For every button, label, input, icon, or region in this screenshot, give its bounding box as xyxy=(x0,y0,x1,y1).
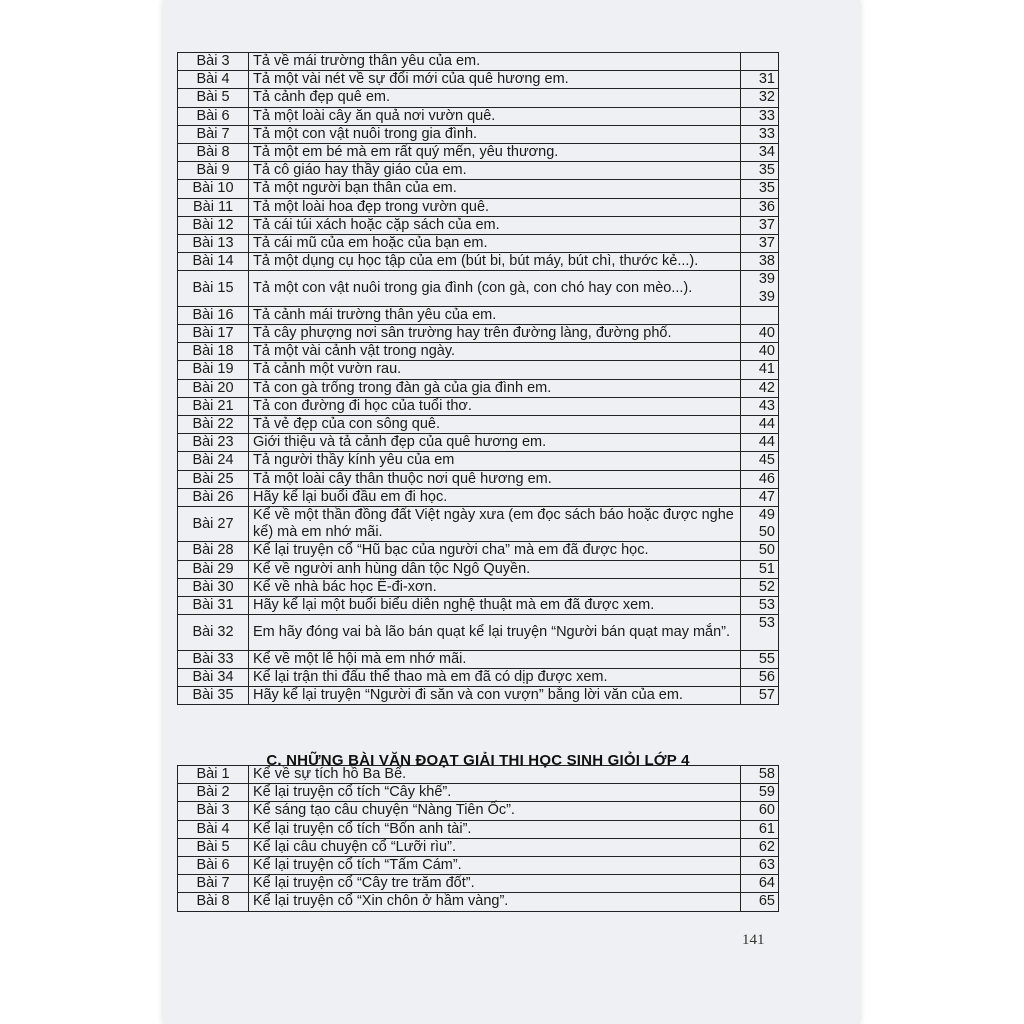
page-ref xyxy=(741,379,779,397)
toc-row xyxy=(178,820,779,838)
page-ref-value: 31 xyxy=(758,71,775,88)
page-ref-value: 47 xyxy=(758,488,775,505)
page-ref-value: 39 xyxy=(758,288,775,305)
lesson-title: Tả cảnh mái trường thân yêu của em. xyxy=(249,306,741,324)
lesson-number: Bài 30 xyxy=(178,578,249,596)
page-ref-value: 37 xyxy=(758,235,775,252)
lesson-title: Tả một vài nét về sự đổi mới của quê hương em. xyxy=(249,71,741,89)
page-ref-value: 33 xyxy=(758,107,775,124)
toc-row xyxy=(178,125,779,143)
page-ref xyxy=(741,597,779,615)
lesson-title: Tả một vài cảnh vật trong ngày. xyxy=(249,343,741,361)
lesson-number: Bài 20 xyxy=(178,379,249,397)
lesson-title: Tả về mái trường thân yêu của em. xyxy=(249,53,741,71)
page-ref-value: 58 xyxy=(758,766,775,782)
lesson-number: Bài 9 xyxy=(178,162,249,180)
page-ref-value: 62 xyxy=(758,838,775,855)
page-ref-value: 60 xyxy=(758,802,775,819)
toc-row xyxy=(178,180,779,198)
page-ref xyxy=(741,416,779,434)
page-ref xyxy=(741,434,779,452)
lesson-number: Bài 2 xyxy=(178,784,249,802)
toc-table-c xyxy=(177,765,779,912)
page-ref xyxy=(741,107,779,125)
page-ref-value: 36 xyxy=(758,198,775,215)
page-ref-value: 44 xyxy=(758,434,775,451)
lesson-title: Hãy kể lại truyện “Người đi săn và con vượn” bằng lời văn của em. xyxy=(249,687,741,705)
lesson-number: Bài 6 xyxy=(178,857,249,875)
toc-row xyxy=(178,235,779,253)
toc-row xyxy=(178,271,779,306)
toc-row xyxy=(178,198,779,216)
page-ref xyxy=(741,253,779,271)
lesson-title: Tả một em bé mà em rất quý mến, yêu thương. xyxy=(249,144,741,162)
lesson-title: Tả cái mũ của em hoặc của bạn em. xyxy=(249,235,741,253)
page-ref-value xyxy=(745,53,775,70)
lesson-number: Bài 8 xyxy=(178,144,249,162)
toc-row xyxy=(178,802,779,820)
page-ref xyxy=(741,560,779,578)
toc-row xyxy=(178,507,779,542)
lesson-title: Tả một người bạn thân của em. xyxy=(249,180,741,198)
page-ref xyxy=(741,452,779,470)
lesson-number: Bài 28 xyxy=(178,542,249,560)
lesson-title: Tả một loài cây ăn quả nơi vườn quê. xyxy=(249,107,741,125)
lesson-title: Kể lại truyện cổ “Cây tre trăm đốt”. xyxy=(249,875,741,893)
page-ref xyxy=(741,668,779,686)
toc-row xyxy=(178,361,779,379)
page-ref xyxy=(741,343,779,361)
page-ref xyxy=(741,857,779,875)
toc-row xyxy=(178,560,779,578)
page-number: 141 xyxy=(742,932,765,948)
page-ref xyxy=(741,361,779,379)
page-ref-value: 35 xyxy=(758,180,775,197)
toc-row xyxy=(178,162,779,180)
lesson-number: Bài 12 xyxy=(178,216,249,234)
page-ref-value: 63 xyxy=(758,857,775,874)
lesson-title: Kể lại truyện cổ tích “Cây khế”. xyxy=(249,784,741,802)
lesson-title: Tả con đường đi học của tuổi thơ. xyxy=(249,397,741,415)
lesson-number: Bài 26 xyxy=(178,488,249,506)
page-ref xyxy=(741,542,779,560)
toc-row xyxy=(178,397,779,415)
toc-row xyxy=(178,875,779,893)
page-ref-value: 43 xyxy=(758,397,775,414)
lesson-number: Bài 19 xyxy=(178,361,249,379)
lesson-number: Bài 1 xyxy=(178,766,249,784)
toc-table-b xyxy=(177,52,779,705)
toc-row xyxy=(178,893,779,911)
lesson-number: Bài 17 xyxy=(178,325,249,343)
lesson-number: Bài 25 xyxy=(178,470,249,488)
lesson-title: Tả một loài cây thân thuộc nơi quê hương em. xyxy=(249,470,741,488)
page-ref xyxy=(741,271,779,306)
toc-row xyxy=(178,325,779,343)
page-ref-value: 64 xyxy=(758,875,775,892)
lesson-title: Em hãy đóng vai bà lão bán quạt kể lại truyện “Người bán quạt may mắn”. xyxy=(249,615,741,650)
page-ref xyxy=(741,71,779,89)
page-ref-value: 35 xyxy=(758,162,775,179)
page-ref xyxy=(741,306,779,324)
lesson-title: Giới thiệu và tả cảnh đẹp của quê hương em. xyxy=(249,434,741,452)
lesson-number: Bài 7 xyxy=(178,875,249,893)
page-ref-value: 40 xyxy=(758,325,775,342)
toc-row xyxy=(178,857,779,875)
page-ref-value: 42 xyxy=(758,379,775,396)
lesson-title: Tả một dụng cụ học tập của em (bút bi, bút máy, bút chì, thước kẻ...). xyxy=(249,253,741,271)
lesson-number: Bài 29 xyxy=(178,560,249,578)
page-ref xyxy=(741,615,779,650)
toc-row xyxy=(178,687,779,705)
lesson-title: Tả con gà trống trong đàn gà của gia đình em. xyxy=(249,379,741,397)
lesson-title: Tả vẻ đẹp của con sông quê. xyxy=(249,416,741,434)
toc-row xyxy=(178,343,779,361)
toc-row xyxy=(178,89,779,107)
toc-row xyxy=(178,615,779,650)
page-ref xyxy=(741,650,779,668)
page-ref-value: 46 xyxy=(758,470,775,487)
page-ref-value: 65 xyxy=(758,893,775,910)
page-ref xyxy=(741,144,779,162)
lesson-title: Tả một loài hoa đẹp trong vườn quê. xyxy=(249,198,741,216)
toc-row xyxy=(178,416,779,434)
lesson-title: Tả cảnh đẹp quê em. xyxy=(249,89,741,107)
lesson-title: Kể về một thần đồng đất Việt ngày xưa (em đọc sách báo hoặc được nghe kể) mà em nhớ mãi. xyxy=(249,507,741,542)
page-ref-value: 53 xyxy=(758,597,775,614)
page-ref xyxy=(741,325,779,343)
toc-row xyxy=(178,379,779,397)
page-ref-value: 59 xyxy=(758,784,775,801)
lesson-number: Bài 3 xyxy=(178,802,249,820)
lesson-number: Bài 31 xyxy=(178,597,249,615)
page-ref-value: 50 xyxy=(758,524,775,541)
lesson-number: Bài 5 xyxy=(178,838,249,856)
lesson-title: Kể lại truyện cổ “Xin chôn ở hầm vàng”. xyxy=(249,893,741,911)
page-ref-value: 56 xyxy=(758,668,775,685)
lesson-title: Hãy kể lại buổi đầu em đi học. xyxy=(249,488,741,506)
toc-row xyxy=(178,253,779,271)
lesson-title: Kể về sự tích hồ Ba Bể. xyxy=(249,766,741,784)
page-ref xyxy=(741,488,779,506)
page-ref xyxy=(741,687,779,705)
toc-row xyxy=(178,306,779,324)
page-ref-value: 49 xyxy=(758,507,775,524)
lesson-title: Tả cảnh một vườn rau. xyxy=(249,361,741,379)
toc-row xyxy=(178,53,779,71)
toc-row xyxy=(178,434,779,452)
lesson-title: Tả người thầy kính yêu của em xyxy=(249,452,741,470)
toc-row xyxy=(178,650,779,668)
page-ref xyxy=(741,875,779,893)
page-ref xyxy=(741,893,779,911)
lesson-number: Bài 21 xyxy=(178,397,249,415)
toc-row xyxy=(178,542,779,560)
lesson-number: Bài 22 xyxy=(178,416,249,434)
lesson-title: Tả cây phượng nơi sân trường hay trên đường làng, đường phố. xyxy=(249,325,741,343)
page-ref xyxy=(741,766,779,784)
lesson-number: Bài 24 xyxy=(178,452,249,470)
toc-row xyxy=(178,578,779,596)
lesson-title: Kể về người anh hùng dân tộc Ngô Quyền. xyxy=(249,560,741,578)
lesson-title: Kể lại truyện cổ tích “Bốn anh tài”. xyxy=(249,820,741,838)
page-ref-value: 55 xyxy=(758,650,775,667)
page-ref xyxy=(741,820,779,838)
page-ref-value: 44 xyxy=(758,416,775,433)
lesson-title: Tả một con vật nuôi trong gia đình. xyxy=(249,125,741,143)
page-ref-value: 40 xyxy=(758,343,775,360)
lesson-number: Bài 35 xyxy=(178,687,249,705)
toc-row xyxy=(178,452,779,470)
lesson-title: Kể về nhà bác học Ê-đi-xơn. xyxy=(249,578,741,596)
page-ref-value: 33 xyxy=(758,125,775,142)
page-ref-value: 61 xyxy=(758,820,775,837)
page-ref xyxy=(741,125,779,143)
page-ref-value: 38 xyxy=(758,253,775,270)
lesson-number: Bài 18 xyxy=(178,343,249,361)
lesson-title: Hãy kể lại một buổi biểu diễn nghệ thuật mà em đã được xem. xyxy=(249,597,741,615)
page-ref-value: 37 xyxy=(758,216,775,233)
page-ref-value: 52 xyxy=(758,578,775,595)
lesson-title: Kể sáng tạo câu chuyện “Nàng Tiên Ốc”. xyxy=(249,802,741,820)
page-ref-value: 41 xyxy=(758,361,775,378)
lesson-number: Bài 8 xyxy=(178,893,249,911)
lesson-number: Bài 4 xyxy=(178,71,249,89)
page-ref xyxy=(741,53,779,71)
toc-row xyxy=(178,668,779,686)
page-ref xyxy=(741,838,779,856)
lesson-title: Kể lại truyện cổ “Hũ bạc của người cha” mà em đã được học. xyxy=(249,542,741,560)
lesson-number: Bài 14 xyxy=(178,253,249,271)
lesson-number: Bài 5 xyxy=(178,89,249,107)
lesson-number: Bài 33 xyxy=(178,650,249,668)
page-ref-value: 32 xyxy=(758,89,775,106)
lesson-number: Bài 23 xyxy=(178,434,249,452)
page-ref-value: 57 xyxy=(758,687,775,704)
page-ref xyxy=(741,802,779,820)
page-ref-value: 53 xyxy=(758,615,775,632)
toc-row xyxy=(178,216,779,234)
lesson-number: Bài 10 xyxy=(178,180,249,198)
page-ref xyxy=(741,216,779,234)
toc-row xyxy=(178,470,779,488)
lesson-title: Tả một con vật nuôi trong gia đình (con gà, con chó hay con mèo...). xyxy=(249,271,741,306)
page-ref xyxy=(741,507,779,542)
lesson-number: Bài 7 xyxy=(178,125,249,143)
lesson-number: Bài 27 xyxy=(178,507,249,542)
lesson-number: Bài 34 xyxy=(178,668,249,686)
lesson-number: Bài 16 xyxy=(178,306,249,324)
lesson-number: Bài 13 xyxy=(178,235,249,253)
lesson-number: Bài 4 xyxy=(178,820,249,838)
toc-row xyxy=(178,107,779,125)
lesson-title: Kể lại trận thi đấu thể thao mà em đã có dịp được xem. xyxy=(249,668,741,686)
toc-row xyxy=(178,766,779,784)
lesson-number: Bài 11 xyxy=(178,198,249,216)
lesson-number: Bài 32 xyxy=(178,615,249,650)
lesson-title: Tả cô giáo hay thầy giáo của em. xyxy=(249,162,741,180)
lesson-title: Tả cái túi xách hoặc cặp sách của em. xyxy=(249,216,741,234)
page-ref-value xyxy=(745,307,775,324)
lesson-number: Bài 15 xyxy=(178,271,249,306)
page-ref xyxy=(741,578,779,596)
toc-row xyxy=(178,784,779,802)
page-ref-value: 34 xyxy=(758,144,775,161)
toc-row xyxy=(178,597,779,615)
page-ref xyxy=(741,89,779,107)
page-ref xyxy=(741,784,779,802)
toc-row xyxy=(178,144,779,162)
page-ref xyxy=(741,162,779,180)
toc-row xyxy=(178,71,779,89)
page-ref xyxy=(741,235,779,253)
page-ref-value: 39 xyxy=(758,271,775,288)
lesson-title: Kể lại truyện cổ tích “Tấm Cám”. xyxy=(249,857,741,875)
toc-row xyxy=(178,488,779,506)
page-ref xyxy=(741,198,779,216)
page-ref xyxy=(741,180,779,198)
toc-row xyxy=(178,838,779,856)
lesson-number: Bài 6 xyxy=(178,107,249,125)
page-ref-value: 45 xyxy=(758,452,775,469)
section-c-heading: C. NHỮNG BÀI VĂN ĐOẠT GIẢI THI HỌC SINH GIỎI LỚP 4 xyxy=(266,752,690,769)
lesson-title: Kể lại câu chuyện cổ “Lưỡi rìu”. xyxy=(249,838,741,856)
page-ref-value: 51 xyxy=(758,560,775,577)
page-ref-value xyxy=(745,633,775,650)
lesson-title: Kể về một lễ hội mà em nhớ mãi. xyxy=(249,650,741,668)
lesson-number: Bài 3 xyxy=(178,53,249,71)
page-ref xyxy=(741,397,779,415)
page-ref xyxy=(741,470,779,488)
page-ref-value: 50 xyxy=(758,542,775,559)
